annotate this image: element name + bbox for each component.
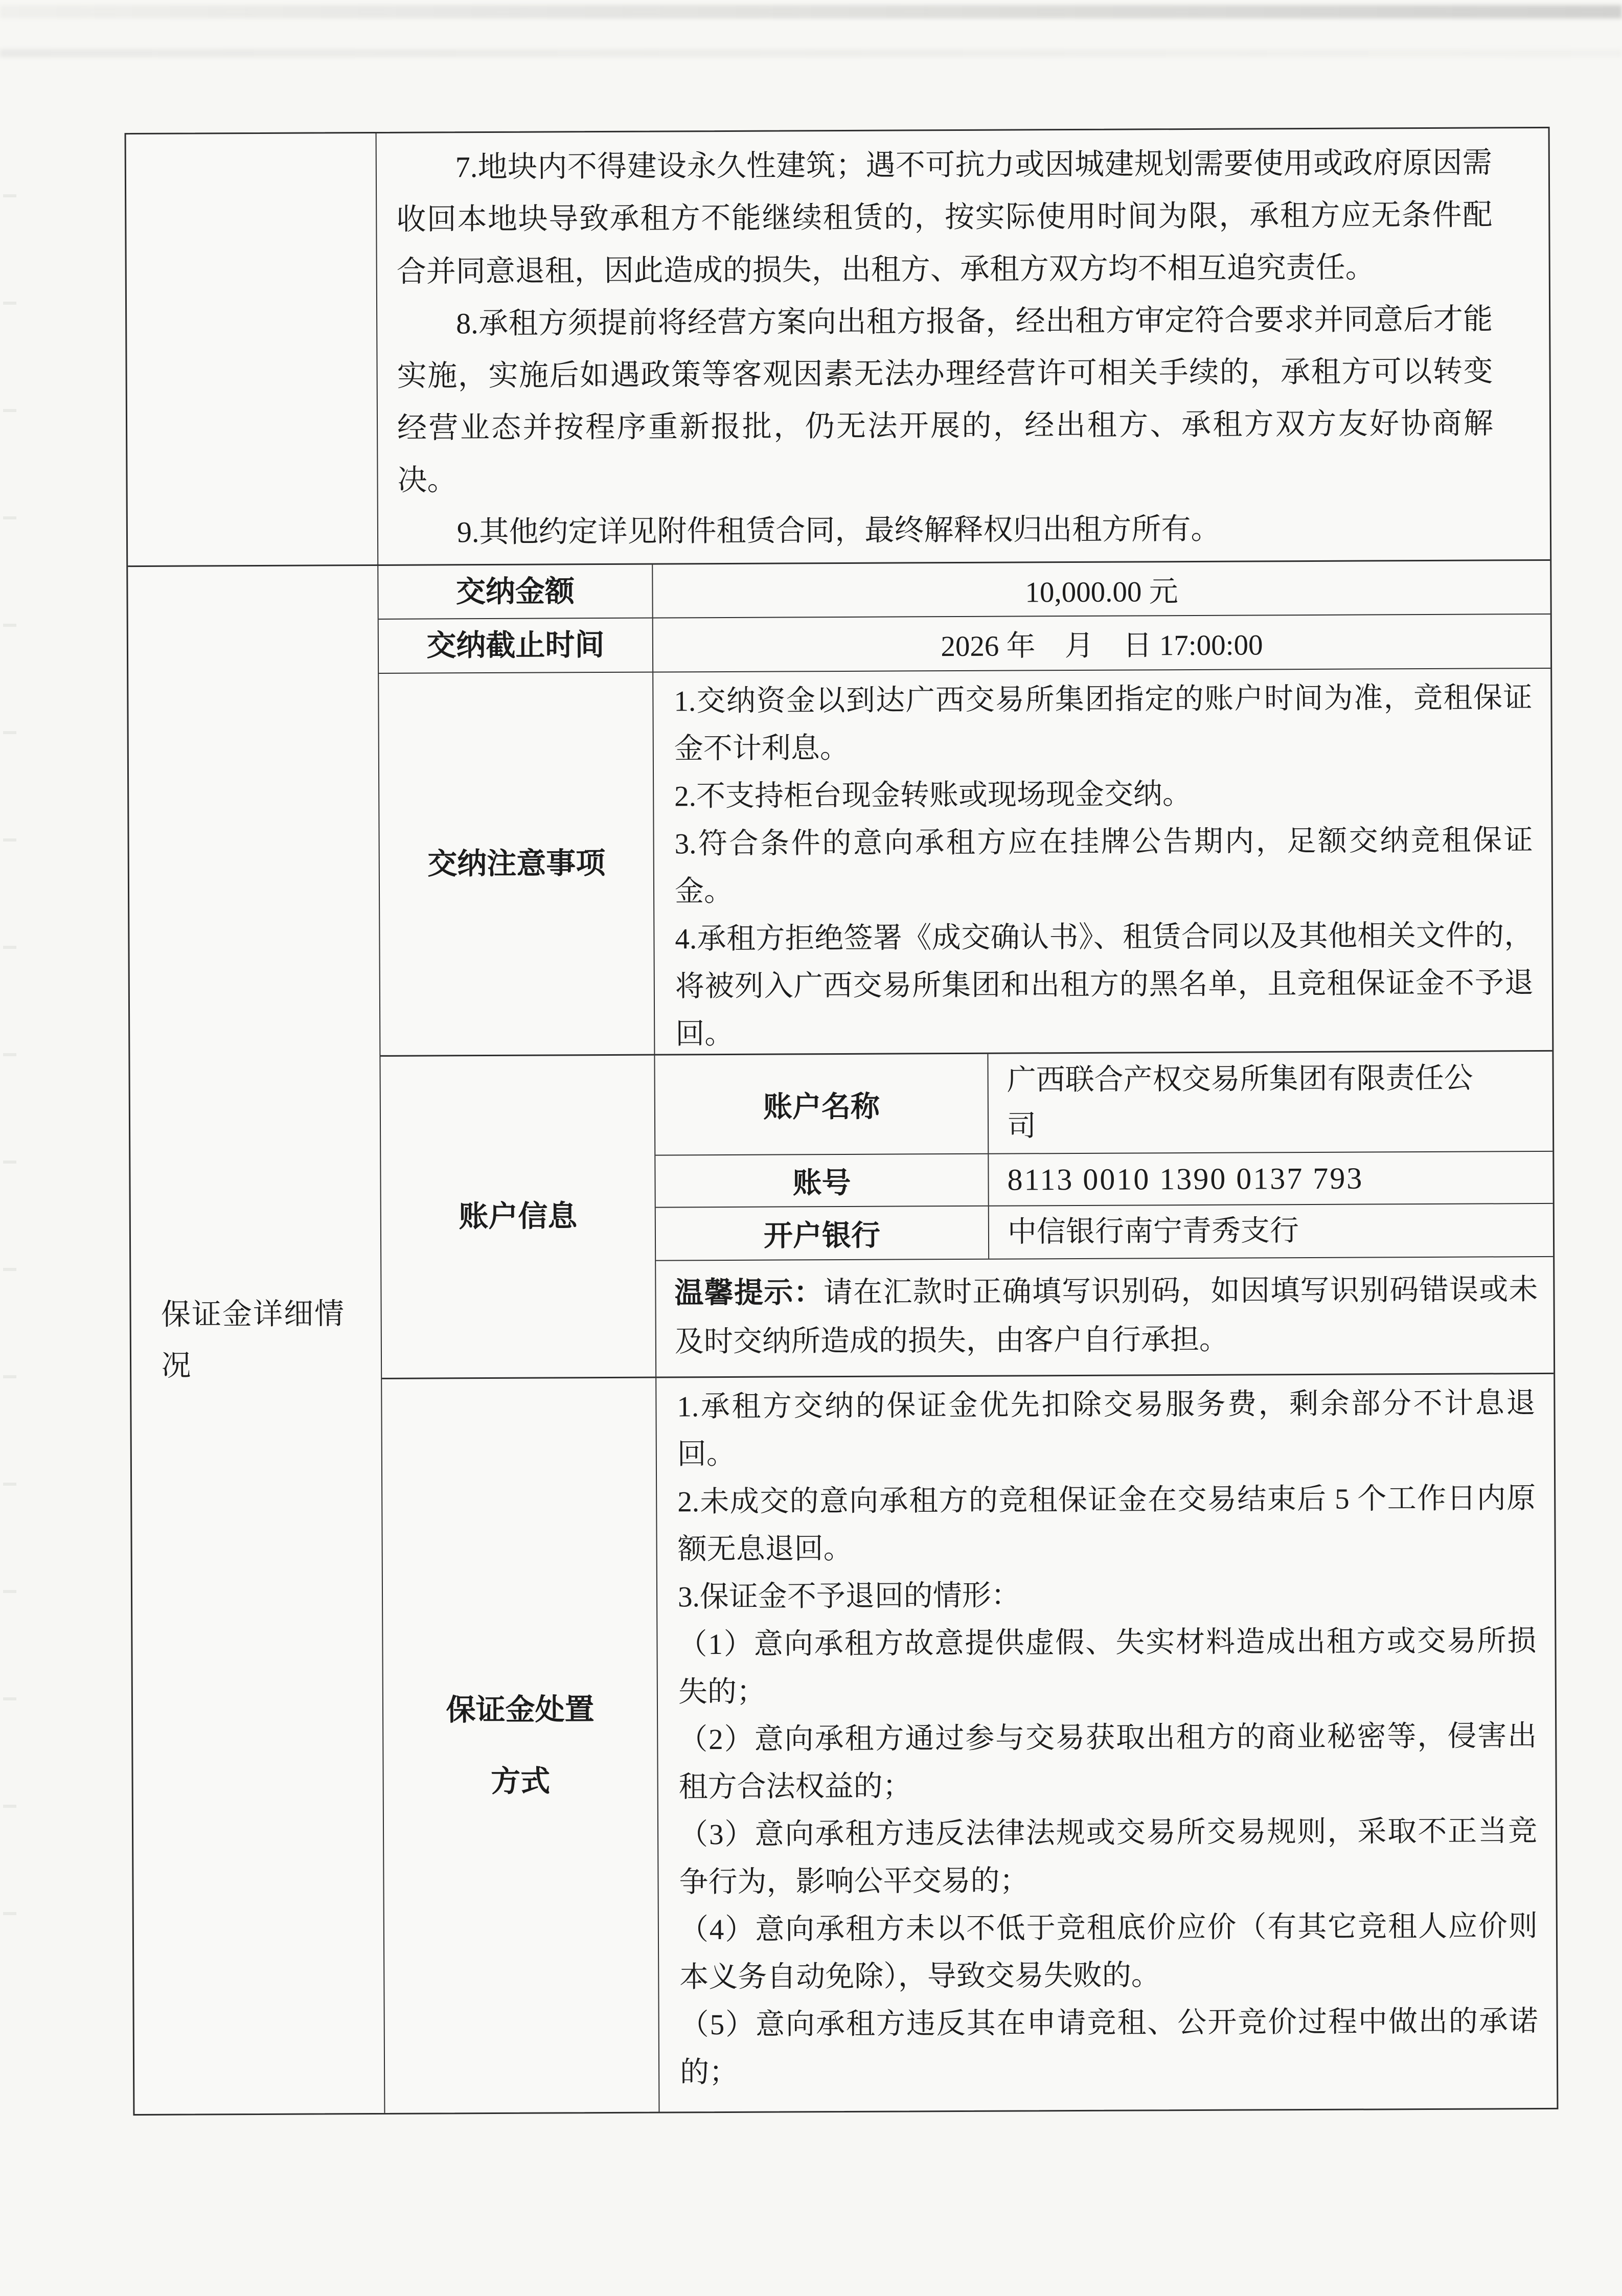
disposal-item: （3）意向承租方违反法律法规或交易所交易规则，采取不正当竞争行为，影响公平交易的； bbox=[678, 1815, 1538, 1899]
bank-row bbox=[656, 1204, 1553, 1261]
account-name-label: 账户名称 bbox=[655, 1054, 989, 1155]
notice-item: 2.不支持柜台现金转账或现场现金交纳。 bbox=[674, 778, 1192, 813]
term-paragraph-9: 9.其他约定详见附件租赁合同，最终解释权归出租方所有。 bbox=[456, 512, 1221, 549]
bank-value: 中信银行南宁青秀支行 bbox=[1007, 1215, 1299, 1248]
disposal-row bbox=[382, 1374, 1557, 2113]
deadline-value: 2026 年 月 日 17:00:00 bbox=[941, 629, 1263, 663]
deposit-details-table bbox=[125, 127, 1559, 2116]
notice-item: 3.符合条件的意向承租方应在挂牌公告期内，足额交纳竞租保证金。 bbox=[674, 824, 1533, 908]
term-paragraph-7: 7.地块内不得建设永久性建筑；遇不可抗力或因城建规划需要使用或政府原因需收回本地块导致承租方不能继续租赁的，按实际使用时间为限，承租方应无条件配合并同意退租，因此造成的损失，出租方、承租方双方均不相互追究责任。 bbox=[396, 146, 1493, 288]
account-name-row bbox=[655, 1052, 1552, 1156]
remittance-tip-cell bbox=[656, 1257, 1554, 1377]
remittance-tip bbox=[674, 1265, 1538, 1366]
account-name-value: 广西联合产权交易所集团有限责任公司 bbox=[1007, 1062, 1473, 1143]
disposal-item: 1.承租方交纳的保证金优先扣除交易服务费，剩余部分不计息退回。 bbox=[677, 1387, 1536, 1471]
scan-smudge-top bbox=[0, 5, 1622, 18]
scan-specks-left-edge bbox=[3, 194, 16, 1933]
account-info-label: 账户信息 bbox=[380, 1056, 656, 1378]
term-paragraph-8: 8.承租方须提前将经营方案向出租方报备，经出租方审定符合要求并同意后才能实施，实施后如遇政策等客观因素无法办理经营许可相关手续的，承租方可以转变经营业态并按程序重新报批，仍无法开展的，经出租方、承租方双方友好协商解决。 bbox=[397, 302, 1494, 497]
notice-item: 1.交纳资金以到达广西交易所集团指定的账户时间为准，竞租保证金不计利息。 bbox=[674, 681, 1533, 765]
terms-notes-cell bbox=[377, 128, 1550, 564]
payment-notice-row bbox=[379, 669, 1552, 1057]
remittance-tip-text: 请在汇款时正确填写识别码，如因填写识别码错误或未及时交纳所造成的损失，由客户自行承担。 bbox=[674, 1274, 1538, 1358]
disposal-item: （1）意向承租方故意提供虚假、失实材料造成出租方或交易所损失的； bbox=[678, 1625, 1537, 1709]
payment-notice-content bbox=[653, 669, 1552, 1054]
disposal-label: 保证金处置方式 bbox=[446, 1692, 595, 1798]
payment-notice-label: 交纳注意事项 bbox=[379, 673, 655, 1055]
bank-label: 开户银行 bbox=[656, 1207, 989, 1260]
deadline-row bbox=[379, 615, 1550, 674]
deadline-label: 交纳截止时间 bbox=[379, 619, 653, 673]
account-number-label: 账号 bbox=[655, 1154, 989, 1207]
account-number-row bbox=[655, 1152, 1552, 1208]
disposal-content bbox=[656, 1374, 1557, 2112]
disposal-item: 2.未成交的意向承租方的竞租保证金在交易结束后 5 个工作日内原额无息退回。 bbox=[677, 1482, 1536, 1566]
disposal-label-cell bbox=[382, 1378, 659, 2113]
terms-empty-left-cell bbox=[126, 133, 379, 565]
amount-label: 交纳金额 bbox=[378, 565, 653, 619]
scan-smudge-second bbox=[0, 49, 1622, 57]
account-info-row bbox=[380, 1052, 1554, 1379]
notice-item: 4.承租方拒绝签署《成交确认书》、租赁合同以及其他相关文件的，将被列入广西交易所集团和出租方的黑名单，且竞租保证金不予退回。 bbox=[675, 919, 1534, 1051]
remittance-tip-label: 温馨提示： bbox=[674, 1277, 824, 1310]
disposal-item: （4）意向承租方未以不低于竞租底价应价（有其它竞租人应价则本义务自动免除），导致交易失败的。 bbox=[679, 1910, 1538, 1994]
disposal-item: （2）意向承租方通过参与交易获取出租方的商业秘密等，侵害出租方合法权益的； bbox=[678, 1720, 1537, 1804]
amount-row bbox=[378, 561, 1550, 620]
terms-notes-row bbox=[126, 128, 1550, 567]
deposit-section-label: 保证金详细情况 bbox=[161, 1297, 346, 1382]
account-name-value-cell bbox=[988, 1052, 1552, 1153]
account-info-table bbox=[655, 1052, 1554, 1377]
deposit-section-row bbox=[128, 561, 1557, 2114]
account-number-value: 8113 0010 1390 0137 793 bbox=[1007, 1161, 1364, 1197]
deposit-section-rows bbox=[378, 561, 1557, 2113]
disposal-item: 3.保证金不予退回的情形： bbox=[677, 1579, 1020, 1613]
amount-value: 10,000.00 元 bbox=[1025, 575, 1178, 608]
deposit-section-label-cell bbox=[128, 566, 385, 2114]
disposal-item: （5）意向承租方违反其在申请竞租、公开竞价过程中做出的承诺的； bbox=[679, 2005, 1538, 2089]
